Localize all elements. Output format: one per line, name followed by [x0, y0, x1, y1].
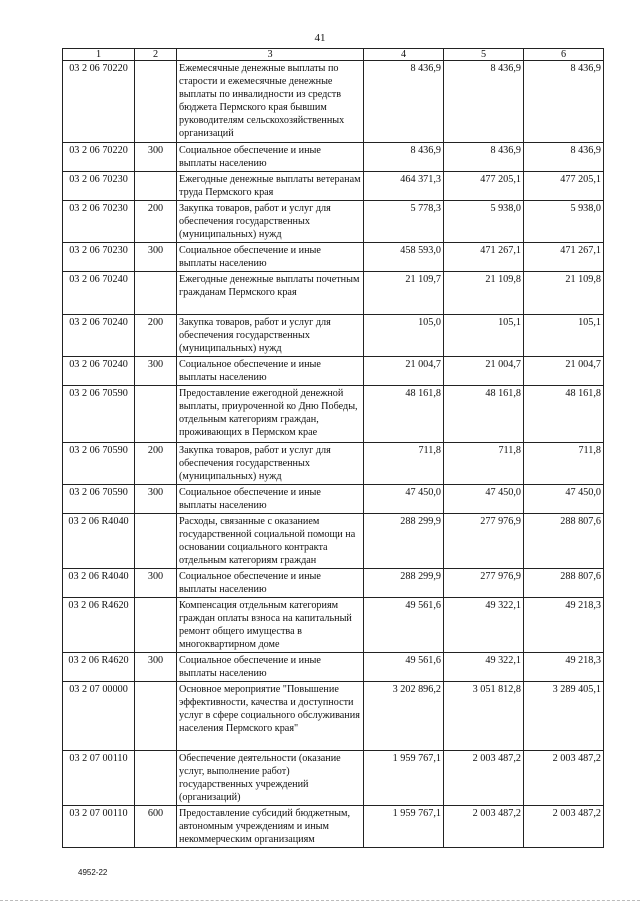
- table-row: [63, 201, 604, 243]
- table-row: [63, 806, 604, 848]
- kvr-cell: [135, 682, 177, 751]
- code-cell: 03 2 06 70220: [63, 61, 135, 143]
- page-number: 41: [314, 32, 326, 44]
- table-row: [63, 751, 604, 806]
- value-2023-cell: 49 561,6: [364, 598, 444, 653]
- value-2023-cell: 1 959 767,1: [364, 806, 444, 848]
- value-2023-cell: 1 959 767,1: [364, 751, 444, 806]
- value-2024-cell: 105,1: [444, 315, 524, 357]
- table-row: [63, 386, 604, 443]
- value-2024-cell: 47 450,0: [444, 485, 524, 514]
- name-cell: Предоставление ежегодной денежной выплаты, приуроченной ко Дню Победы, отдельным категориям граждан, проживающих в Пермском крае: [177, 386, 364, 443]
- name-cell: Социальное обеспечение и иные выплаты населению: [177, 357, 364, 386]
- name-cell: Социальное обеспечение и иные выплаты населению: [177, 243, 364, 272]
- value-2025-cell: 288 807,6: [524, 514, 604, 569]
- code-cell: 03 2 06 70230: [63, 243, 135, 272]
- table-row: [63, 172, 604, 201]
- kvr-cell: [135, 751, 177, 806]
- kvr-cell: 600: [135, 806, 177, 848]
- code-cell: 03 2 06 70220: [63, 143, 135, 172]
- value-2023-cell: 48 161,8: [364, 386, 444, 443]
- value-2025-cell: 105,1: [524, 315, 604, 357]
- name-cell: Закупка товаров, работ и услуг для обеспечения государственных (муниципальных) нужд: [177, 443, 364, 485]
- value-2023-cell: 288 299,9: [364, 514, 444, 569]
- code-cell: 03 2 07 00000: [63, 682, 135, 751]
- value-2023-cell: 458 593,0: [364, 243, 444, 272]
- header-col-5: 5: [444, 49, 524, 61]
- value-2025-cell: 48 161,8: [524, 386, 604, 443]
- value-2023-cell: 3 202 896,2: [364, 682, 444, 751]
- code-cell: 03 2 06 R4620: [63, 598, 135, 653]
- name-cell: Расходы, связанные с оказанием государственной социальной помощи на основании социального контракта отдельным категориям граждан: [177, 514, 364, 569]
- code-cell: 03 2 06 70230: [63, 172, 135, 201]
- name-cell: Закупка товаров, работ и услуг для обеспечения государственных (муниципальных) нужд: [177, 201, 364, 243]
- header-col-2: 2: [135, 49, 177, 61]
- value-2025-cell: 288 807,6: [524, 569, 604, 598]
- table-row: [63, 357, 604, 386]
- code-cell: 03 2 06 70240: [63, 272, 135, 315]
- value-2025-cell: 477 205,1: [524, 172, 604, 201]
- kvr-cell: [135, 272, 177, 315]
- header-col-4: 4: [364, 49, 444, 61]
- kvr-cell: 300: [135, 485, 177, 514]
- value-2024-cell: 277 976,9: [444, 569, 524, 598]
- code-cell: 03 2 06 70240: [63, 357, 135, 386]
- kvr-cell: [135, 598, 177, 653]
- kvr-cell: 300: [135, 653, 177, 682]
- name-cell: Ежегодные денежные выплаты ветеранам труда Пермского края: [177, 172, 364, 201]
- kvr-cell: 300: [135, 243, 177, 272]
- kvr-cell: 200: [135, 443, 177, 485]
- header-col-3: 3: [177, 49, 364, 61]
- kvr-cell: 300: [135, 357, 177, 386]
- code-cell: 03 2 06 70240: [63, 315, 135, 357]
- table-row: [63, 443, 604, 485]
- code-cell: 03 2 06 R4040: [63, 514, 135, 569]
- budget-table: [62, 48, 604, 848]
- header-col-1: 1: [63, 49, 135, 61]
- value-2024-cell: 8 436,9: [444, 143, 524, 172]
- value-2024-cell: 471 267,1: [444, 243, 524, 272]
- code-cell: 03 2 06 R4040: [63, 569, 135, 598]
- value-2024-cell: 2 003 487,2: [444, 751, 524, 806]
- value-2024-cell: 477 205,1: [444, 172, 524, 201]
- value-2024-cell: 8 436,9: [444, 61, 524, 143]
- code-cell: 03 2 07 00110: [63, 751, 135, 806]
- kvr-cell: 200: [135, 315, 177, 357]
- value-2023-cell: 105,0: [364, 315, 444, 357]
- value-2025-cell: 8 436,9: [524, 143, 604, 172]
- value-2023-cell: 5 778,3: [364, 201, 444, 243]
- value-2025-cell: 2 003 487,2: [524, 751, 604, 806]
- value-2023-cell: 21 109,7: [364, 272, 444, 315]
- value-2023-cell: 464 371,3: [364, 172, 444, 201]
- name-cell: Закупка товаров, работ и услуг для обеспечения государственных (муниципальных) нужд: [177, 315, 364, 357]
- table-row: [63, 514, 604, 569]
- kvr-cell: [135, 386, 177, 443]
- name-cell: Социальное обеспечение и иные выплаты населению: [177, 485, 364, 514]
- page-edge-rule: [0, 900, 640, 901]
- document-code: 4952-22: [78, 868, 108, 877]
- table-row: [63, 61, 604, 143]
- header-row: [63, 49, 604, 61]
- kvr-cell: [135, 172, 177, 201]
- value-2024-cell: 21 109,8: [444, 272, 524, 315]
- kvr-cell: 200: [135, 201, 177, 243]
- name-cell: Основное мероприятие "Повышение эффективности, качества и доступности услуг в сфере социального обслуживания населения Пермского края": [177, 682, 364, 751]
- value-2025-cell: 2 003 487,2: [524, 806, 604, 848]
- value-2024-cell: 277 976,9: [444, 514, 524, 569]
- table-row: [63, 243, 604, 272]
- value-2024-cell: 5 938,0: [444, 201, 524, 243]
- name-cell: Социальное обеспечение и иные выплаты населению: [177, 143, 364, 172]
- table-row: [63, 682, 604, 751]
- value-2024-cell: 48 161,8: [444, 386, 524, 443]
- value-2023-cell: 47 450,0: [364, 485, 444, 514]
- table-row: [63, 653, 604, 682]
- value-2023-cell: 8 436,9: [364, 61, 444, 143]
- value-2023-cell: 21 004,7: [364, 357, 444, 386]
- name-cell: Ежегодные денежные выплаты почетным гражданам Пермского края: [177, 272, 364, 315]
- code-cell: 03 2 06 70590: [63, 443, 135, 485]
- kvr-cell: 300: [135, 143, 177, 172]
- value-2025-cell: 47 450,0: [524, 485, 604, 514]
- value-2025-cell: 21 109,8: [524, 272, 604, 315]
- value-2025-cell: 49 218,3: [524, 653, 604, 682]
- value-2024-cell: 49 322,1: [444, 653, 524, 682]
- value-2024-cell: 2 003 487,2: [444, 806, 524, 848]
- table-row: [63, 315, 604, 357]
- value-2025-cell: 8 436,9: [524, 61, 604, 143]
- name-cell: Социальное обеспечение и иные выплаты населению: [177, 569, 364, 598]
- value-2025-cell: 49 218,3: [524, 598, 604, 653]
- value-2024-cell: 21 004,7: [444, 357, 524, 386]
- value-2024-cell: 3 051 812,8: [444, 682, 524, 751]
- name-cell: Компенсация отдельным категориям граждан оплаты взноса на капитальный ремонт общего имущества в многоквартирном доме: [177, 598, 364, 653]
- value-2025-cell: 711,8: [524, 443, 604, 485]
- kvr-cell: [135, 514, 177, 569]
- value-2025-cell: 5 938,0: [524, 201, 604, 243]
- value-2023-cell: 49 561,6: [364, 653, 444, 682]
- code-cell: 03 2 06 R4620: [63, 653, 135, 682]
- value-2024-cell: 49 322,1: [444, 598, 524, 653]
- name-cell: Предоставление субсидий бюджетным, автономным учреждениям и иным некоммерческим организациям: [177, 806, 364, 848]
- value-2023-cell: 711,8: [364, 443, 444, 485]
- name-cell: Социальное обеспечение и иные выплаты населению: [177, 653, 364, 682]
- name-cell: Обеспечение деятельности (оказание услуг, выполнение работ) государственных учреждений (организаций): [177, 751, 364, 806]
- code-cell: 03 2 06 70590: [63, 386, 135, 443]
- code-cell: 03 2 06 70230: [63, 201, 135, 243]
- table-row: [63, 569, 604, 598]
- value-2025-cell: 471 267,1: [524, 243, 604, 272]
- value-2025-cell: 21 004,7: [524, 357, 604, 386]
- value-2024-cell: 711,8: [444, 443, 524, 485]
- kvr-cell: 300: [135, 569, 177, 598]
- value-2025-cell: 3 289 405,1: [524, 682, 604, 751]
- value-2023-cell: 288 299,9: [364, 569, 444, 598]
- code-cell: 03 2 07 00110: [63, 806, 135, 848]
- value-2023-cell: 8 436,9: [364, 143, 444, 172]
- code-cell: 03 2 06 70590: [63, 485, 135, 514]
- name-cell: Ежемесячные денежные выплаты по старости и ежемесячные денежные выплаты по инвалидности из средств бюджета Пермского края бывшим руководителям сельскохозяйственных организаций: [177, 61, 364, 143]
- table-row: [63, 598, 604, 653]
- table-row: [63, 272, 604, 315]
- table-row: [63, 143, 604, 172]
- header-col-6: 6: [524, 49, 604, 61]
- table-row: [63, 485, 604, 514]
- kvr-cell: [135, 61, 177, 143]
